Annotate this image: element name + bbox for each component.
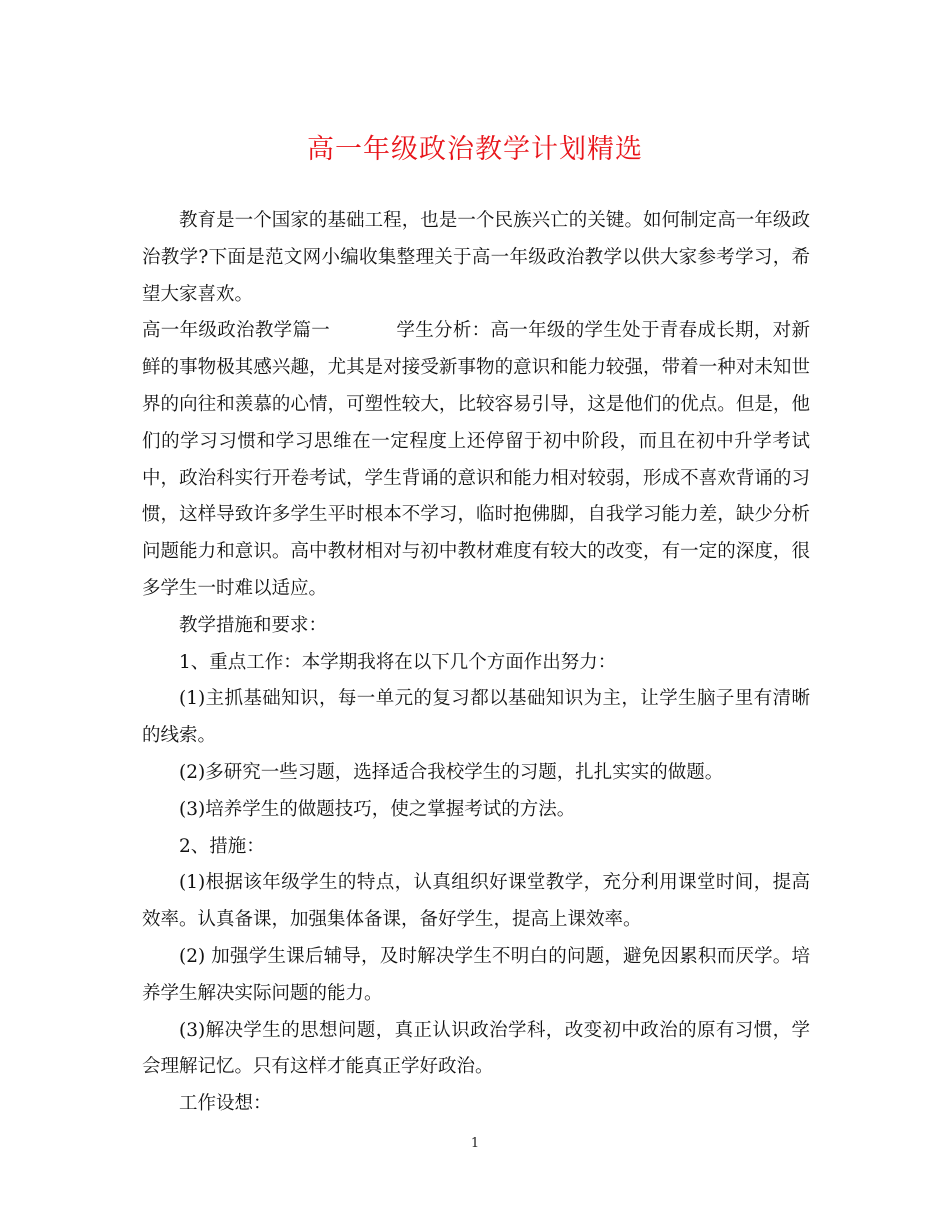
measures-heading: 2、措施： <box>179 835 265 857</box>
document-title: 高一年级政治教学计划精选 <box>307 134 643 165</box>
measures-item-3: (3)解决学生的思想问题，真正认识政治学科，改变初中政治的原有习惯，学会理解记忆。只有这样才能真正学好政治。 <box>142 1019 810 1078</box>
teaching-measures-heading: 教学措施和要求： <box>179 614 328 636</box>
key-work-item-1: (1)主抓基础知识，每一单元的复习都以基础知识为主，让学生脑子里有清晰的线索。 <box>142 688 810 747</box>
student-analysis-paragraph <box>142 313 810 607</box>
measures-item-1: (1)根据该年级学生的特点，认真组织好课堂教学，充分利用课堂时间，提高效率。认真备课，加强集体备课，备好学生，提高上课效率。 <box>142 872 810 931</box>
document-body <box>142 203 810 1123</box>
key-work-item-3: (3)培养学生的做题技巧，使之掌握考试的方法。 <box>179 798 576 820</box>
section-heading: 高一年级政治教学篇一 <box>142 320 331 342</box>
measures-item-2: (2) 加强学生课后辅导，及时解决学生不明白的问题，避免因累积而厌学。培养学生解决实际问题的能力。 <box>142 945 810 1004</box>
key-work-heading: 1、重点工作：本学期我将在以下几个方面作出努力： <box>179 651 617 673</box>
intro-paragraph: 教育是一个国家的基础工程，也是一个民族兴亡的关键。如何制定高一年级政治教学?下面是范文网小编收集整理关于高一年级政治教学以供大家参考学习，希望大家喜欢。 <box>142 210 810 305</box>
work-plan-heading: 工作设想： <box>179 1093 272 1115</box>
student-analysis-text: 学生分析：高一年级的学生处于青春成长期，对新鲜的事物极其感兴趣，尤其是对接受新事物的意识和能力较强，带着一种对未知世界的向往和羡慕的心情，可塑性较大，比较容易引导，这是他们的优点。但是，他们的学习习惯和学习思维在一定程度上还停留于初中阶段，而且在初中升学考试中，政治科实行开卷考试，学生背诵的意识和能力相对较弱，形成不喜欢背诵的习惯，这样导致许多学生平时根本不学习，临时抱佛脚，自我学习能力差，缺少分析问题能力和意识。高中教材相对与初中教材难度有较大的改变，有一定的深度，很多学生一时难以适应。 <box>142 320 810 599</box>
page-number: 1 <box>470 1136 480 1151</box>
key-work-item-2: (2)多研究一些习题，选择适合我校学生的习题，扎扎实实的做题。 <box>179 761 724 783</box>
